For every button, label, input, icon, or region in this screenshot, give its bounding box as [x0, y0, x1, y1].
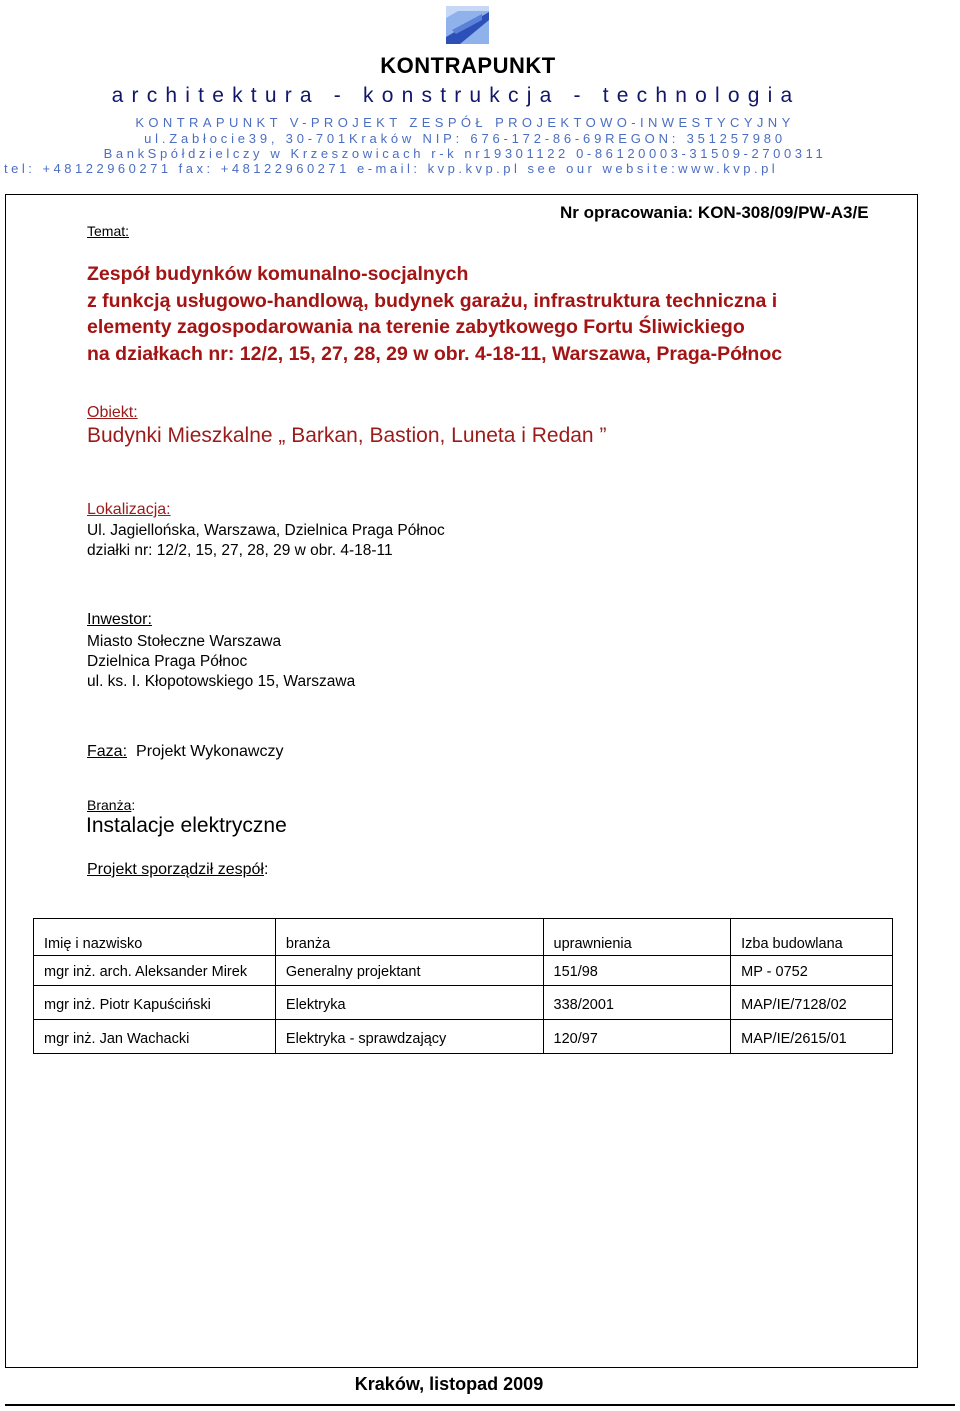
- project-title: [87, 261, 782, 367]
- table-header-row: [34, 919, 893, 956]
- contact-line: tel: +48122960271 fax: +48122960271 e-mail: kvp.kvp.pl see our website:www.kvp.pl: [4, 161, 779, 176]
- brand-name: KONTRAPUNKT: [380, 53, 556, 78]
- lokalizacja-line: Ul. Jagiellońska, Warszawa, Dzielnica Praga Północ: [87, 522, 445, 539]
- branza-colon: :: [131, 797, 136, 813]
- inwestor-value: [87, 632, 355, 692]
- table-cell: MP - 0752: [731, 956, 893, 986]
- table-cell: mgr inż. Jan Wachacki: [34, 1020, 276, 1054]
- table-cell: mgr inż. arch. Aleksander Mirek: [34, 956, 276, 986]
- title-line: na działkach nr: 12/2, 15, 27, 28, 29 w obr. 4-18-11, Warszawa, Praga-Północ: [87, 342, 783, 365]
- title-line: z funkcją usługowo-handlową, budynek garażu, infrastruktura techniczna i: [87, 289, 778, 312]
- bank-line: BankSpółdzielczy w Krzeszowicach r-k nr19301122 0-86120003-31509-2700311: [103, 146, 827, 161]
- lokalizacja-label: Lokalizacja:: [87, 501, 171, 518]
- zespol-colon: :: [263, 861, 269, 878]
- lokalizacja-line: działki nr: 12/2, 15, 27, 28, 29 w obr. 4-18-11: [87, 542, 393, 559]
- title-line: elementy zagospodarowania na terenie zabytkowego Fortu Śliwickiego: [87, 316, 745, 338]
- inwestor-line: Dzielnica Praga Północ: [87, 653, 248, 670]
- tagline: architektura - konstrukcja - technologia: [111, 84, 801, 107]
- faza-row: [87, 743, 283, 761]
- table-cell: MAP/IE/7128/02: [731, 986, 893, 1020]
- table-cell: Elektryka - sprawdzający: [275, 1020, 543, 1054]
- table-cell: MAP/IE/2615/01: [731, 1020, 893, 1054]
- zespol-row: [87, 861, 268, 879]
- table-row: [34, 956, 893, 986]
- header-cell: branża: [275, 919, 543, 956]
- document-frame: [5, 194, 918, 1368]
- branza-label-row: [87, 797, 135, 813]
- lokalizacja-value: [87, 521, 445, 561]
- branza-label: Branża: [87, 797, 132, 813]
- faza-label: Faza:: [87, 743, 128, 760]
- inwestor-line: Miasto Stołeczne Warszawa: [87, 633, 282, 650]
- team-table: [33, 918, 893, 1054]
- address-line: ul.Zabłocie39, 30-701Kraków NIP: 676-172-86-69REGON: 351257980: [144, 131, 786, 146]
- table-cell: 120/97: [543, 1020, 731, 1054]
- table-cell: Elektryka: [275, 986, 543, 1020]
- table-row: [34, 986, 893, 1020]
- table-cell: mgr inż. Piotr Kapuściński: [34, 986, 276, 1020]
- header-cell: uprawnienia: [543, 919, 731, 956]
- company-line: KONTRAPUNKT V-PROJEKT ZESPÓŁ PROJEKTOWO-INWESTYCYJNY: [135, 115, 795, 130]
- temat-label: Temat:: [87, 223, 130, 239]
- branza-value: Instalacje elektryczne: [86, 814, 287, 837]
- obiekt-label: Obiekt:: [87, 404, 138, 421]
- table-cell: 338/2001: [543, 986, 731, 1020]
- header-cell: Imię i nazwisko: [34, 919, 276, 956]
- table-cell: 151/98: [543, 956, 731, 986]
- zespol-label: Projekt sporządził zespół: [87, 861, 264, 878]
- place-date: Kraków, listopad 2009: [354, 1374, 544, 1394]
- bottom-divider: [5, 1404, 955, 1406]
- obiekt-value: Budynki Mieszkalne „ Barkan, Bastion, Luneta i Redan ”: [87, 424, 607, 447]
- faza-value: Projekt Wykonawczy: [136, 743, 284, 760]
- table-cell: Generalny projektant: [275, 956, 543, 986]
- header-cell: Izba budowlana: [731, 919, 893, 956]
- inwestor-line: ul. ks. I. Kłopotowskiego 15, Warszawa: [87, 673, 356, 690]
- table-row: [34, 1020, 893, 1054]
- document-number: Nr opracowania: KON-308/09/PW-A3/E: [560, 203, 869, 222]
- inwestor-label: Inwestor:: [87, 611, 152, 628]
- kontrapunkt-logo-icon: [446, 6, 489, 44]
- title-line: Zespół budynków komunalno-socjalnych: [87, 263, 469, 285]
